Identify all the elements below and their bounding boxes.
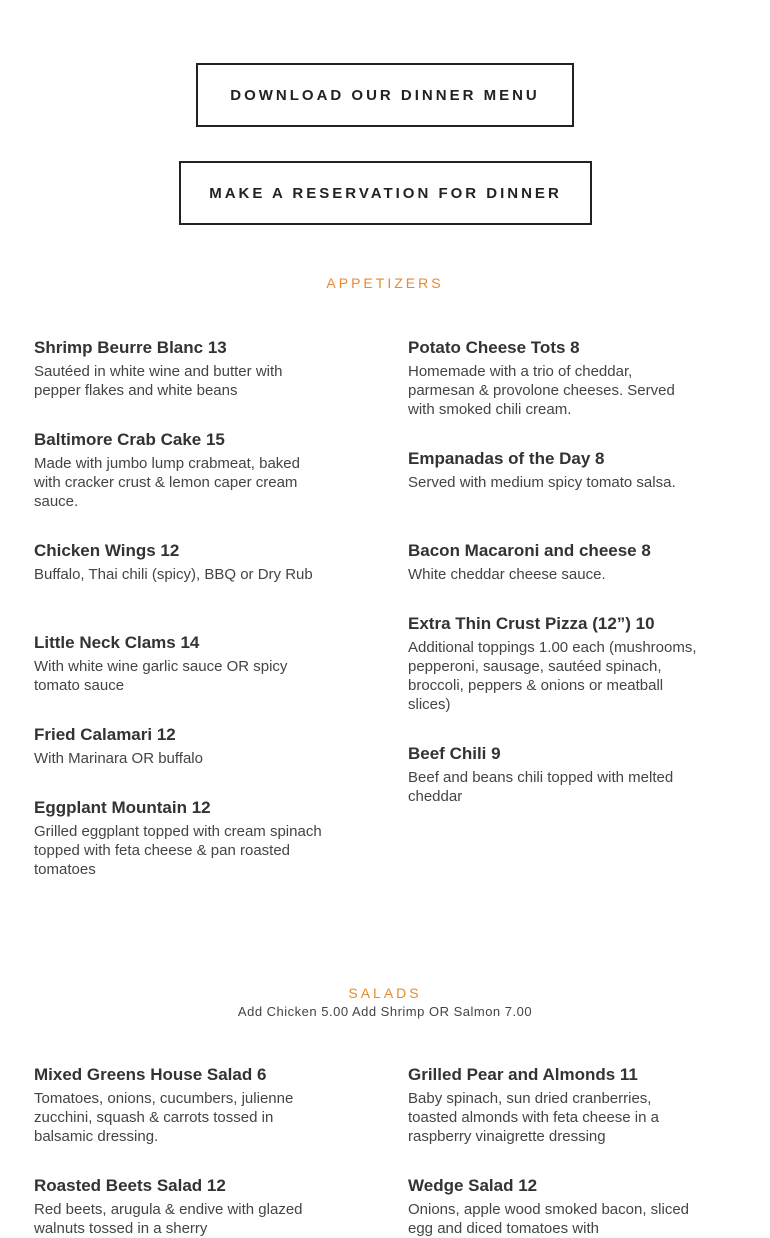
item-name: Eggplant Mountain 12: [34, 798, 211, 817]
item-name: Baltimore Crab Cake 15: [34, 430, 225, 449]
item-name: Grilled Pear and Almonds 11: [408, 1065, 638, 1084]
item-description: White cheddar cheese sauce.: [408, 566, 606, 583]
item-name: Shrimp Beurre Blanc 13: [34, 338, 227, 357]
menu-item: [34, 1064, 324, 1146]
item-name: Roasted Beets Salad 12: [34, 1176, 226, 1195]
menu-item: [408, 337, 698, 419]
menu-item: [408, 1175, 698, 1238]
item-description: Sautéed in white wine and butter with pepper flakes and white beans: [34, 363, 283, 399]
item-name: Chicken Wings 12: [34, 541, 180, 560]
item-description: Homemade with a trio of cheddar, parmesan & provolone cheeses. Served with smoked chili cream.: [408, 363, 675, 418]
menu-item: [34, 632, 324, 695]
menu-item: [408, 743, 698, 806]
appetizers-heading: APPETIZERS: [326, 275, 444, 291]
salads-addons-note: Add Chicken 5.00 Add Shrimp OR Salmon 7.00: [237, 1004, 533, 1019]
item-name: Empanadas of the Day 8: [408, 449, 605, 468]
menu-item: [34, 1175, 324, 1238]
item-description: Made with jumbo lump crabmeat, baked with cracker crust & lemon caper cream sauce.: [34, 455, 300, 510]
download-dinner-menu-button[interactable]: DOWNLOAD OUR DINNER MENU: [196, 63, 574, 127]
menu-item: [34, 540, 324, 584]
item-name: Wedge Salad 12: [408, 1176, 538, 1195]
make-reservation-button[interactable]: MAKE A RESERVATION FOR DINNER: [179, 161, 592, 225]
item-name: Potato Cheese Tots 8: [408, 338, 580, 357]
item-description: Beef and beans chili topped with melted cheddar: [408, 769, 674, 805]
menu-item: [34, 337, 324, 400]
item-name: Little Neck Clams 14: [34, 633, 200, 652]
item-description: Served with medium spicy tomato salsa.: [408, 474, 676, 491]
item-description: Red beets, arugula & endive with glazed walnuts tossed in a sherry: [34, 1201, 303, 1237]
item-description: Onions, apple wood smoked bacon, sliced egg and diced tomatoes with: [408, 1201, 690, 1237]
item-description: With Marinara OR buffalo: [34, 750, 203, 767]
item-description: Additional toppings 1.00 each (mushrooms, pepperoni, sausage, sautéed spinach, broccoli, peppers & onions or meatball slices): [408, 639, 697, 713]
item-name: Beef Chili 9: [408, 744, 501, 763]
item-description: With white wine garlic sauce OR spicy tomato sauce: [34, 658, 288, 694]
item-description: Tomatoes, onions, cucumbers, julienne zucchini, squash & carrots tossed in balsamic dressing.: [34, 1090, 294, 1145]
menu-item: [34, 724, 324, 768]
item-name: Bacon Macaroni and cheese 8: [408, 541, 651, 560]
item-name: Mixed Greens House Salad 6: [34, 1065, 267, 1084]
menu-item: [34, 429, 324, 511]
item-description: Buffalo, Thai chili (spicy), BBQ or Dry Rub: [34, 566, 313, 583]
item-name: Extra Thin Crust Pizza (12”) 10: [408, 614, 655, 633]
item-name: Fried Calamari 12: [34, 725, 176, 744]
menu-item: [34, 797, 324, 879]
menu-item: [408, 540, 698, 584]
item-description: Grilled eggplant topped with cream spinach topped with feta cheese & pan roasted tomatoes: [34, 823, 322, 878]
menu-item: [408, 448, 698, 492]
salads-heading: SALADS: [348, 985, 422, 1001]
menu-item: [408, 1064, 698, 1146]
item-description: Baby spinach, sun dried cranberries, toasted almonds with feta cheese in a raspberry vinaigrette dressing: [408, 1090, 659, 1145]
menu-item: [408, 613, 698, 714]
